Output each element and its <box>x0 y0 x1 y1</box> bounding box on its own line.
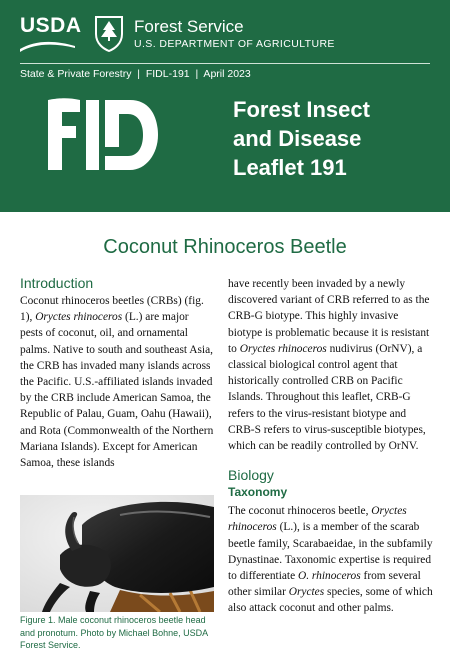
header-banner <box>0 0 450 212</box>
leaflet-title-line: Forest Insect <box>233 97 370 122</box>
usda-logo <box>20 14 82 52</box>
department-name: U.S. DEPARTMENT OF AGRICULTURE <box>134 38 335 50</box>
section-heading-biology: Biology <box>228 467 274 484</box>
figure-caption: Figure 1. Male coconut rhinoceros beetle head and pronotum. Photo by Michael Bohne, USDA Forest Service. <box>20 615 208 650</box>
usda-wordmark: USDA <box>20 14 82 37</box>
forest-service-shield-icon <box>94 14 124 52</box>
document-title: Coconut Rhinoceros Beetle <box>103 236 347 258</box>
right-column <box>228 276 434 617</box>
leaflet-title <box>233 95 433 182</box>
agency-name: Forest Service <box>134 17 244 36</box>
taxonomy-paragraph: The coconut rhinoceros beetle, Oryctes rhinoceros (L.), is a member of the scarab beetle family, Scarabaeidae, in the subfamily Dynastinae. Taxonomic expertise is required to differentiate O. rhinoceros from several other similar Oryctes species, some of which also attack coconut and other palms. <box>228 505 433 615</box>
header-divider <box>20 63 430 64</box>
fidl-logo <box>34 92 162 178</box>
leaflet-title-line: Leaflet 191 <box>233 155 347 180</box>
subsection-heading-taxonomy: Taxonomy <box>228 485 288 500</box>
beetle-photo <box>20 495 214 612</box>
left-column <box>20 275 214 471</box>
usda-swoosh-icon <box>20 40 75 54</box>
publication-meta: State & Private Forestry | FIDL-191 | April 2023 <box>20 68 251 80</box>
intro-paragraph: Coconut rhinoceros beetles (CRBs) (fig. 1), Oryctes rhinoceros (L.) are major pests of coconut, oil, and ornamental palms. Native to south and southeast Asia, the CRB has invaded many islands across the Pacific. U.S.-affiliated islands invaded by the CRB include American Samoa, the Republic of Palau, Guam, Oahu (Hawaii), and Rota (Commonwealth of the Northern Mariana Islands). Except for American Samoa, these islands <box>20 295 214 470</box>
section-heading-introduction: Introduction <box>20 275 94 291</box>
leaflet-title-line: and Disease <box>233 126 362 151</box>
intro-continued-paragraph: have recently been invaded by a newly discovered variant of CRB referred to as the CRB-G biotype. This highly invasive biotype is problematic because it is resistant to Oryctes rhinoceros nudivirus (OrNV), a classical biological control agent that historically controlled CRB on Pacific Islands. Throughout this leaflet, CRB-G refers to the virus-resistant biotype and CRB-S refers to virus-susceptible biotypes, which can be readily controlled by OrNV. <box>228 278 430 453</box>
